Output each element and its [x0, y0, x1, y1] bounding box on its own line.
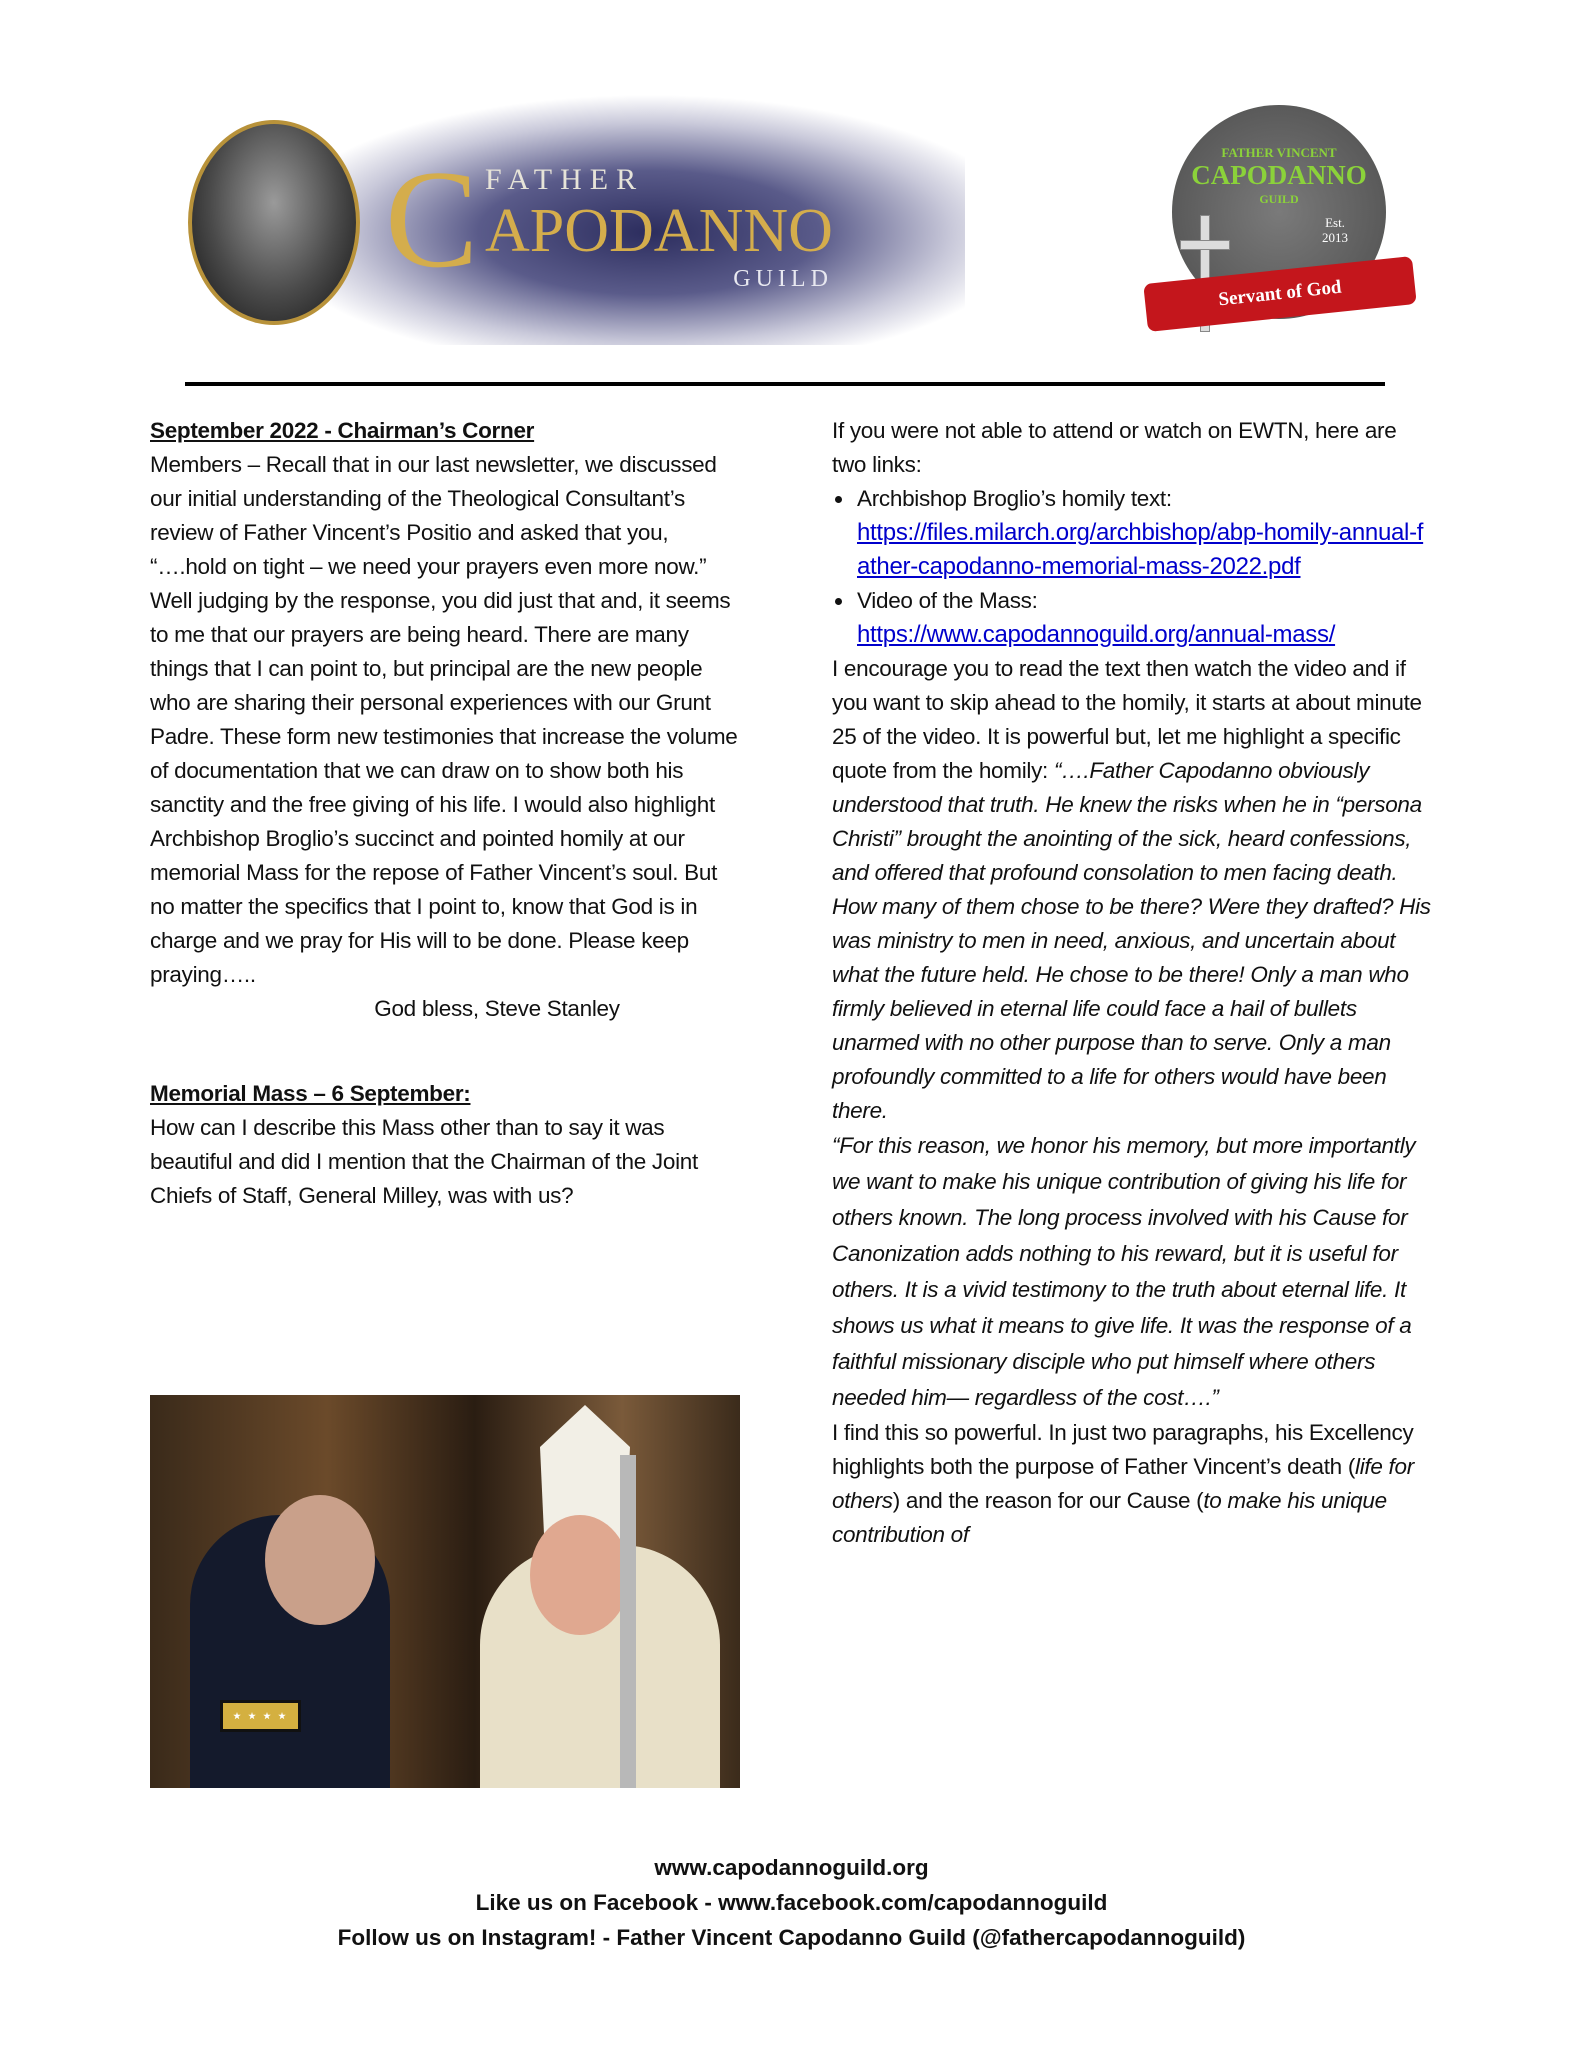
logo-letter-c: C [385, 150, 479, 290]
closing-emphasis: life for others [832, 1454, 1414, 1513]
crozier [620, 1455, 636, 1788]
memorial-mass-heading: Memorial Mass – 6 September: [150, 1081, 471, 1106]
four-star-insignia [220, 1700, 301, 1732]
star-icon [278, 1712, 286, 1720]
seal-year: 2013 [1322, 230, 1348, 245]
seal-ribbon: Servant of God [1143, 256, 1417, 332]
seal-line2: CAPODANNO [1191, 160, 1367, 190]
chairmans-corner-heading: September 2022 - Chairman’s Corner [150, 418, 535, 443]
archbishop-head [530, 1515, 630, 1635]
memorial-mass-text: How can I describe this Mass other than to say it was beautiful and did I mention that the Chairman of the Joint Chiefs of Staff, General Milley, was with us? [150, 1115, 698, 1208]
links-list [832, 482, 1432, 652]
list-item [855, 584, 1432, 652]
guild-wordmark [385, 150, 833, 294]
footer-facebook: Like us on Facebook - www.facebook.com/capodannoguild [475, 1890, 1108, 1915]
closing-text: ) and the reason for our Cause ( [892, 1488, 1204, 1513]
seal-established [1322, 215, 1348, 245]
closing-text: I find this so powerful. In just two paragraphs, his Excellency highlights both the purpose of Father Vincent’s death ( [832, 1420, 1414, 1479]
list-item [855, 482, 1432, 584]
homily-text-link[interactable]: https://files.milarch.org/archbishop/abp-homily-annual-father-capodanno-memorial-mass-2022.pdf [857, 519, 1424, 580]
homily-link-label: Archbishop Broglio’s homily text: [857, 486, 1172, 511]
chairmans-corner-text: Members – Recall that in our last newsletter, we discussed our initial understanding of the Theological Consultant’s review of Father Vincent’s Positio and asked that you, “….hold on tight – we need your prayers even more now.” Well judging by the response, you did just that and, it seems to me that our prayers are being heard. There are many things that I can point to, but principal are the new people who are sharing their personal experiences with our Grunt Padre. These form new testimonies that increase the volume of documentation that we can draw on to show both his sanctity and the free giving of his life. I would also highlight Archbishop Broglio’s succinct and pointed homily at our memorial Mass for the repose of Father Vincent’s soul. But no matter the specifics that I point to, know that God is in charge and we pray for His will to be done. Please keep praying….. [150, 452, 738, 987]
father-capodanno-portrait [188, 120, 360, 325]
video-link-label: Video of the Mass: [857, 588, 1038, 613]
homily-quote-1: “….Father Capodanno obviously understood that truth. He knew the risks when he in “persona Christi” brought the anointing of the sick, heard confessions, and offered that profound consolation to men facing death. How many of them chose to be there? Were they drafted? His was ministry to men in need, anxious, and uncertain about what the future held. He chose to be there! Only a man who firmly believed in eternal life could face a hail of bullets unarmed with no other purpose than to serve. Only a man profoundly committed to a life for others would have been there. [832, 758, 1431, 1123]
video-link[interactable]: https://www.capodannoguild.org/annual-mass/ [857, 621, 1336, 648]
closing-paragraph [832, 1416, 1432, 1552]
logo-capodanno: APODANNO [485, 197, 833, 265]
footer-website: www.capodannoguild.org [654, 1855, 929, 1880]
star-icon [233, 1712, 241, 1720]
star-icon [263, 1712, 271, 1720]
cross-bar [1180, 240, 1230, 250]
homily-paragraph [832, 652, 1432, 1128]
general-head [265, 1495, 375, 1625]
signature: God bless, Steve Stanley [374, 996, 620, 1021]
footer-instagram: Follow us on Instagram! - Father Vincent Capodanno Guild (@fathercapodannoguild) [337, 1925, 1246, 1950]
logo-guild: GUILD [733, 266, 833, 292]
seal-line1: FATHER VINCENT [1221, 145, 1337, 160]
header-divider [185, 382, 1385, 386]
right-column [832, 414, 1432, 1552]
general-milley-archbishop-photo [150, 1395, 740, 1788]
links-intro: If you were not able to attend or watch on EWTN, here are two links: [832, 418, 1397, 477]
footer [0, 1850, 1583, 1955]
logo-father: FATHER [485, 163, 645, 196]
homily-lead: I encourage you to read the text then watch the video and if you want to skip ahead to the homily, it starts at about minute 25 of the video. It is powerful but, let me highlight a specific quote from the homily: [832, 656, 1422, 783]
logo-word-stack [485, 150, 833, 294]
closing-emphasis: to make his unique contribution of [832, 1488, 1387, 1547]
left-column [150, 414, 744, 1213]
homily-quote-2: “For this reason, we honor his memory, but more importantly we want to make his unique contribution of giving his life for others known. The long process involved with his Cause for Canonization adds nothing to his reward, but it is useful for others. It is a vivid testimony to the truth about eternal life. It shows us what it means to give life. It was the response of a faithful missionary disciple who put himself where others needed him— regardless of the cost….” [832, 1133, 1416, 1410]
star-icon [248, 1712, 256, 1720]
seal-line3: GUILD [1259, 192, 1299, 206]
seal-est-label: Est. [1325, 215, 1345, 230]
